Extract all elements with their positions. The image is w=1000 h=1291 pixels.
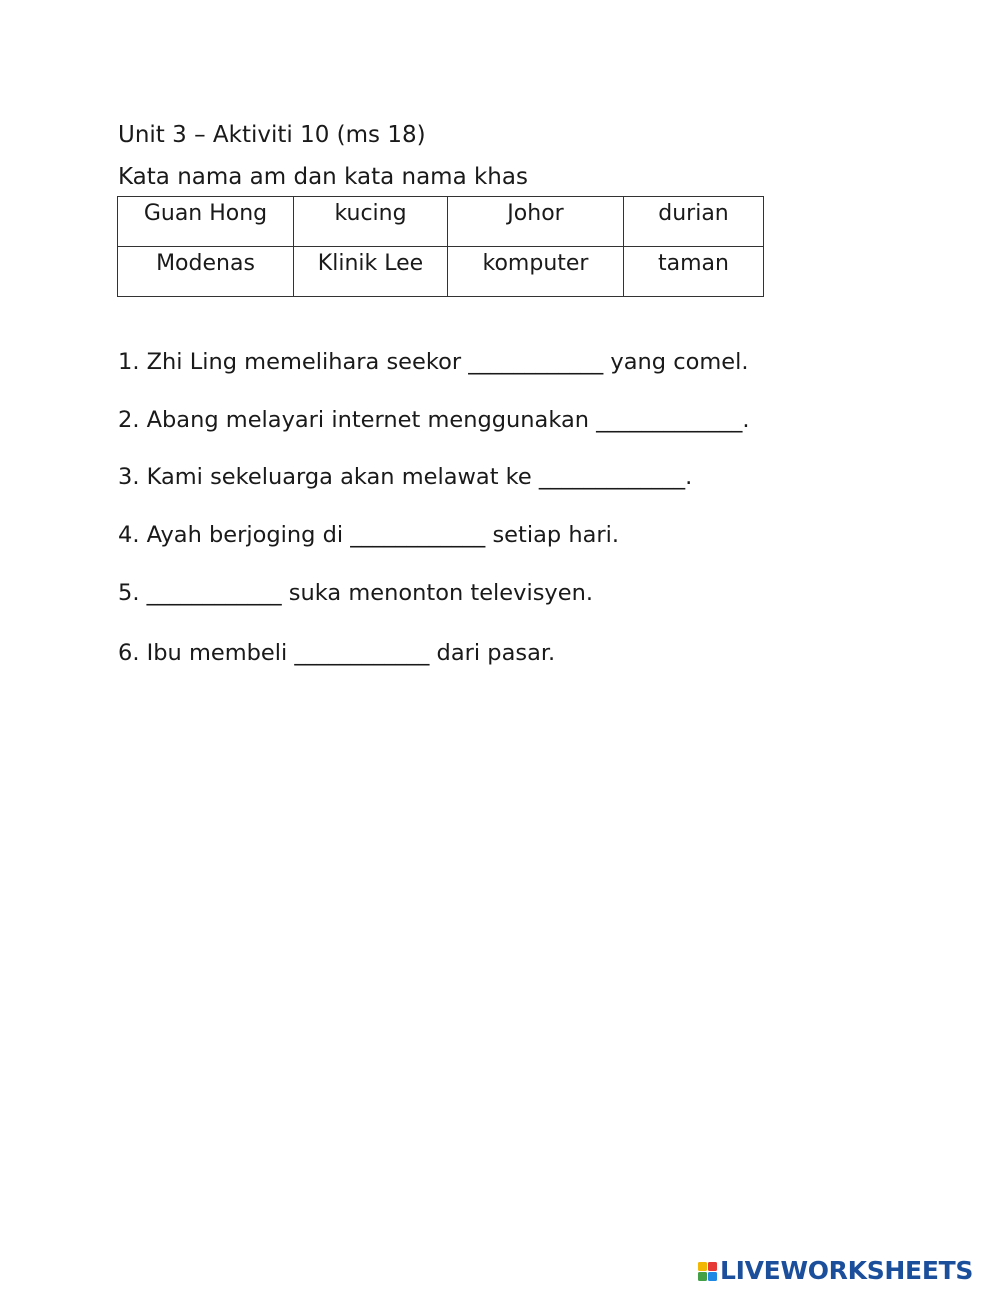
question-5: 5. ____________ suka menonton televisyen. [118,580,593,606]
worksheet-title: Unit 3 – Aktiviti 10 (ms 18) [118,122,426,148]
question-3: 3. Kami sekeluarga akan melawat ke _____________. [118,464,693,490]
logo-square [698,1262,707,1271]
word-bank-cell: durian [624,197,764,247]
word-bank-row [118,247,764,297]
word-bank-cell: Modenas [118,247,294,297]
worksheet-subtitle: Kata nama am dan kata nama khas [118,164,528,190]
word-bank-cell: komputer [448,247,624,297]
question-4: 4. Ayah berjoging di ____________ setiap hari. [118,522,620,548]
word-bank-row [118,197,764,247]
word-bank-cell: Guan Hong [118,197,294,247]
word-bank-cell: Klinik Lee [294,247,448,297]
question-1: 1. Zhi Ling memelihara seekor ____________ yang comel. [118,349,749,375]
liveworksheets-logo [698,1256,973,1286]
question-6: 6. Ibu membeli ____________ dari pasar. [118,640,556,666]
logo-square [708,1262,717,1271]
logo-square [708,1272,717,1281]
logo-square [698,1272,707,1281]
word-bank-table [117,196,764,297]
word-bank-cell: taman [624,247,764,297]
word-bank-cell: Johor [448,197,624,247]
word-bank-cell: kucing [294,197,448,247]
liveworksheets-logo-icon [698,1262,717,1281]
question-2: 2. Abang melayari internet menggunakan _____________. [118,407,750,433]
logo-text: LIVEWORKSHEETS [720,1256,974,1285]
